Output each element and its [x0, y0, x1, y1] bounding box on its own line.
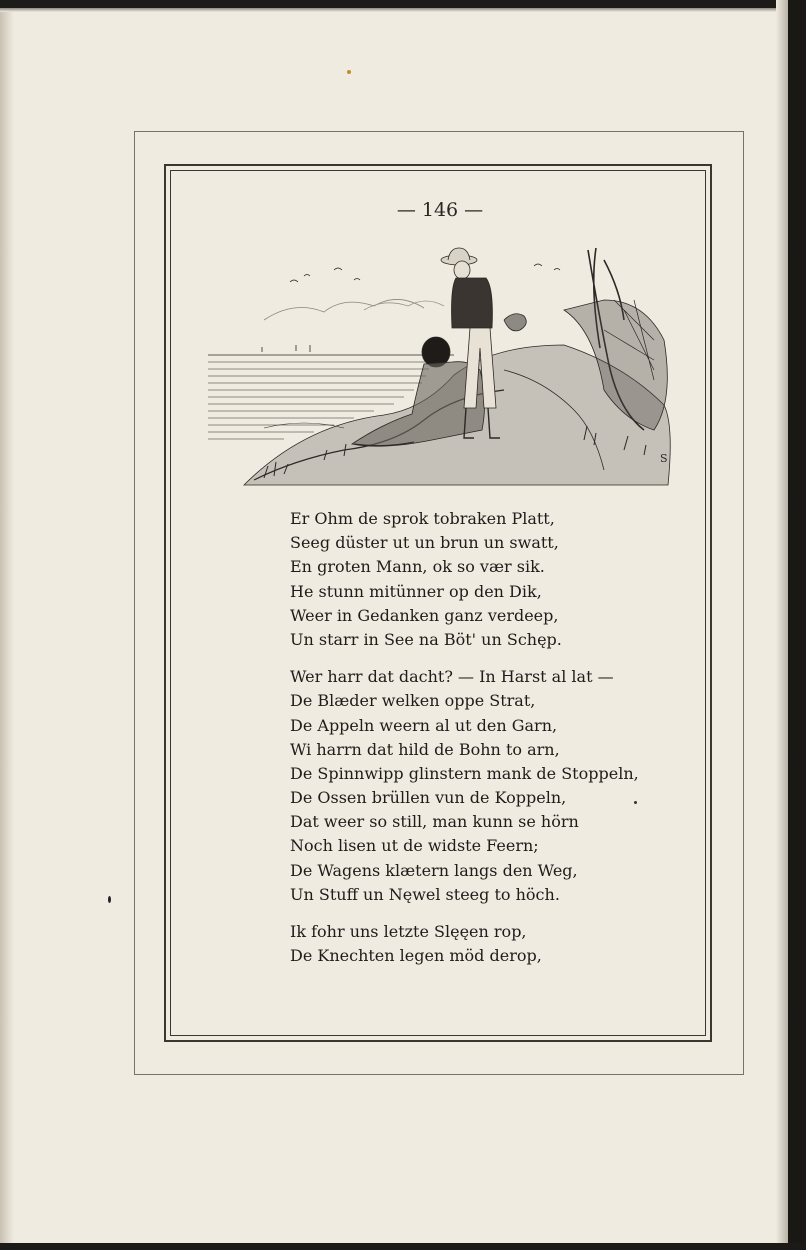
scan-bottom-edge: [0, 1243, 806, 1250]
poem-line: Wer harr dat dacht? — In Harst al lat —: [290, 667, 614, 687]
poem-line: Dat weer so still, man kunn se hörn: [290, 812, 579, 832]
poem-line: En groten Mann, ok so vær sik.: [290, 557, 545, 577]
scan-right-shade: [776, 0, 788, 1250]
poem-line: De Appeln weern al ut den Garn,: [290, 715, 558, 735]
stanza: [290, 507, 690, 652]
paper-speck: [108, 896, 111, 903]
paper-speck: [347, 70, 351, 74]
page-gutter-shadow: [0, 0, 14, 1250]
poem-line: Ik fohr uns letzte Slęęen rop,: [290, 922, 527, 941]
poem-line: Un Stuff un Nęwel steeg to höch.: [290, 884, 560, 904]
poem-line: De Spinnwipp glinstern mank de Stoppeln,: [290, 763, 639, 783]
stanza: [290, 665, 690, 907]
scan-top-shade: [0, 8, 806, 12]
illustration-monogram: S: [660, 452, 668, 465]
poem-line: Wi harrn dat hild de Bohn to arn,: [290, 739, 560, 759]
poem-line: Er Ohm de sprok tobraken Platt,: [290, 509, 555, 528]
poem-text: [290, 507, 690, 981]
poem-line: Noch lisen ut de widste Feern;: [290, 836, 539, 856]
stanza: [290, 920, 690, 968]
poem-line: He stunn mitünner op den Dik,: [290, 581, 542, 601]
poem-line: Weer in Gedanken ganz verdeep,: [290, 605, 559, 625]
scan-right-edge: [788, 0, 806, 1250]
engraving-couple-by-the-sea-icon: [204, 240, 678, 490]
scan-top-edge: [0, 0, 806, 8]
poem-line: Un starr in See na Böt' un Schęp.: [290, 629, 562, 649]
poem-line: Seeg düster ut un brun un swatt,: [290, 533, 559, 553]
poem-line: De Ossen brüllen vun de Koppeln,: [290, 788, 567, 808]
poem-line: De Wagens klætern langs den Weg,: [290, 860, 578, 880]
poem-line: De Knechten legen möd derop,: [290, 946, 542, 966]
poem-line: De Blæder welken oppe Strat,: [290, 691, 536, 711]
page-number: — 146 —: [396, 199, 484, 221]
